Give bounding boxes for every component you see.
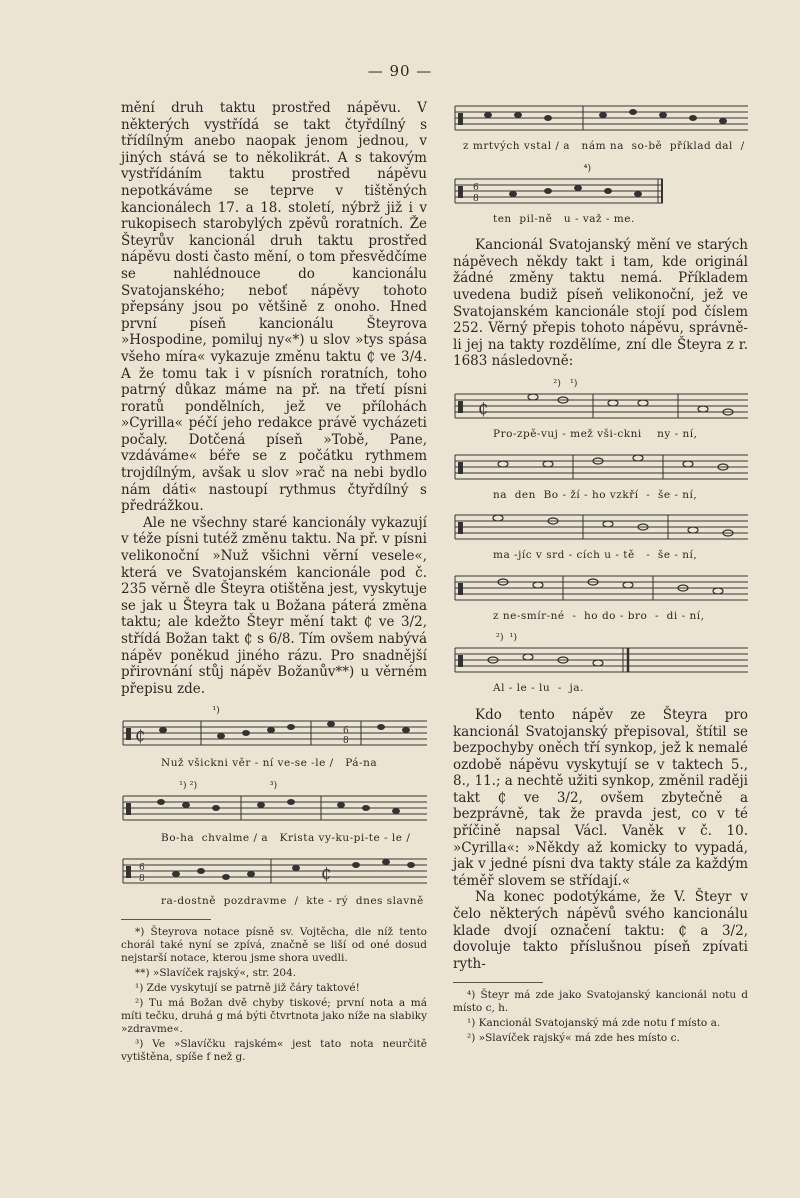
music-example-steyr-3 [453, 509, 748, 564]
lyric-line: ra-dostně pozdravme / kte - rý dnes slavně [161, 894, 424, 907]
lyric-line: Pro-zpě-vuj - mež vši-ckni ny - ní, [493, 427, 698, 440]
footnote: ²) Tu má Božan dvě chyby tiskové; první nota a má míti tečku, druhá g má býti čtvrtnota jako níže na slabiky »zdravme«. [121, 997, 427, 1036]
svg-text:8: 8 [139, 873, 145, 884]
footnote-marks: ¹) ²) ³) [161, 779, 278, 791]
footnote-marks: ⁴) [493, 162, 592, 174]
music-staff [121, 853, 427, 891]
svg-text:6: 6 [343, 726, 349, 737]
music-example-steyr-1 [453, 376, 748, 443]
music-staff [453, 509, 748, 545]
music-staff [121, 790, 427, 828]
lyric-line: ma -jíc v srd - cích u - tě - še - ní, [493, 549, 698, 562]
left-paragraph-1: mění druh taktu prostřed nápěvu. V některých vystřídá se takt čtyřdílný s třídílným anebo naopak jenom jednou, v jiných stává se to několikrát. A s takovým vystřídáním taktu prostřed nápěvu nepotkáváme se teprve v tištěných kancionálech 17. a 18. století, nýbrž již i v rukopisech starobylých zpěvů roratních. Že Šteyrův kancionál druh taktu prostřed nápěvu dosti často mění, o tom přesvědčíme se nahlédnouce do kancionálu Svatojanského; neboť nápěvy tohoto přepsány jsou po většině z onoho. Hned první píseň kancionálu Šteyrova »Hospodine, pomiluj ny«*) u slov »tys spása všeho míra« vykazuje změnu taktu ₵ ve 3/4. A že tomu tak i v písních roratních, toho patrný důkaz máme na př. na třetí písni roratů pondělních, jež ve přílohách »Cyrilla« péčí jeho redakce právě vycházeti počaly. Dotčená píseň »Tobě, Pane, vzdáváme« béře se z počátku rythmem trojdílným, avšak u slov »rač na nebi bydlo nám dáti« nastoupí rythmus čtyřdílný s předrážkou. [121, 100, 427, 515]
footnote: ³) Ve »Slavíčku rajském« jest tato nota neurčitě vytištěna, spíše f než g. [121, 1038, 427, 1064]
svg-text:₵: ₵ [321, 863, 332, 883]
music-example-steyr-2 [453, 449, 748, 504]
svg-text:6: 6 [139, 862, 145, 873]
footnote: ¹) Zde vyskytují se patrně již čáry taktové! [135, 982, 360, 995]
left-column [121, 100, 427, 1066]
lyric-line: na den Bo - ží - ho vzkří - še - ní, [493, 488, 698, 501]
lyric-line: ten pil-ně u - važ - me. [493, 212, 635, 225]
right-paragraph-2: Kdo tento nápěv ze Šteyra pro kancionál Svatojanský přepisoval, štítil se bezpochyby oněch tří synkop, jež k nemalé ozdobě nápěvu vyskytují se v taktech 5., 8., 11.; a nechtě užiti synkop, změnil raději takt ₵ ve 3/2, ovšem zbytečně a bezprávně, tak že pravda jest, co v té příčině napsal Václ. Vaněk v č. 10. »Cyrilla«: »Někdy až komicky to vypadá, jak v jedné písni dva takty stále za každým téměř slovem se střídají.« [453, 706, 748, 889]
svg-text:₵: ₵ [478, 398, 489, 418]
music-staff [453, 388, 748, 424]
music-staff [121, 715, 427, 753]
svg-text:8: 8 [473, 193, 479, 204]
right-paragraph-1: Kancionál Svatojanský mění ve starých nápěvech někdy takt i tam, kde originál žádné změny taktu nemá. Příkladem uvedena budiž píseň velikonoční, jež ve Svatojanském kancionále stojí pod číslem 252. Věrný přepis tohoto nápěvu, správně-li jej na takty rozdělíme, zní dle Šteyra z r. 1683 následovně: [453, 237, 748, 370]
music-staff [453, 449, 748, 485]
footnote-marks: ²) ¹) [493, 632, 518, 644]
footnote-divider [453, 982, 543, 983]
footnote: *) Šteyrova notace písně sv. Vojtěcha, dle níž tento chorál také nyní se zpívá, značně se liší od oné dosud nejstarší notace, kterou jsme shora uvedli. [121, 926, 427, 965]
right-column [453, 100, 748, 1047]
svg-text:6: 6 [473, 182, 479, 193]
lyric-line: z ne-smír-né - ho do - bro - di - ní, [493, 609, 705, 622]
footnote-marks: ²) ¹) [493, 377, 578, 389]
music-example-bozan-5 [453, 161, 748, 228]
music-staff [453, 642, 748, 678]
right-paragraph-3: Na konec podotýkáme, že V. Šteyr v čelo některých nápěvů svého kancionálu klade dvojí označení taktu: ₵ a 3/2, dovoluje takto příslušnou píseň zpívati ryth- [453, 889, 748, 972]
footnote: **) »Slavíček rajský«, str. 204. [135, 967, 297, 980]
svg-text:8: 8 [343, 736, 349, 747]
svg-text:₵: ₵ [135, 726, 146, 746]
music-example-steyr-5 [453, 630, 748, 697]
music-example-bozan-4 [453, 100, 748, 155]
lyric-line: Al - le - lu - ja. [493, 682, 584, 695]
music-staff [453, 100, 748, 136]
lyric-line: z mrtvých vstal / a nám na so-bě příklad dal / [463, 140, 745, 152]
music-example-bozan-2 [121, 778, 427, 847]
music-staff [453, 570, 748, 606]
left-paragraph-2: Ale ne všechny staré kancionály vykazují v téže písni tutéž změnu taktu. Na př. v písni velikonoční »Nuž všichni věrní vesele«, která ve Svatojanském kancionále pod č. 235 věrně dle Šteyra otištěna jest, vyskytuje se jak u Šteyra tak u Božana páterá změna taktu; ale kdežto Šteyr mění takt ₵ ve 3/2, střídá Božan takt ₵ s 6/8. Tím ovšem nabývá nápěv poněkud jiného rázu. Pro snadnější přirovnání stůj nápěv Božanův**) u věrném přepisu zde. [121, 514, 427, 697]
page-number: — 90 — [367, 62, 433, 80]
music-example-bozan-1 [121, 703, 427, 772]
footnote: ¹) Kancionál Svatojanský má zde notu f místo a. [467, 1017, 721, 1030]
music-example-steyr-4 [453, 570, 748, 625]
footnote: ²) »Slavíček rajský« má zde hes místo c. [467, 1032, 680, 1045]
footnote-divider [121, 919, 211, 920]
footnote-marks: ¹) [161, 705, 220, 717]
music-staff [453, 173, 663, 209]
footnote: ⁴) Šteyr má zde jako Svatojanský kancionál notu d místo c, h. [453, 989, 748, 1015]
lyric-line: Nuž všickni věr - ní ve-se -le / Pá-na [161, 757, 378, 770]
lyric-line: Bo-ha chvalme / a Krista vy-ku-pi-te - le / [161, 831, 411, 844]
music-example-bozan-3 [121, 853, 427, 910]
